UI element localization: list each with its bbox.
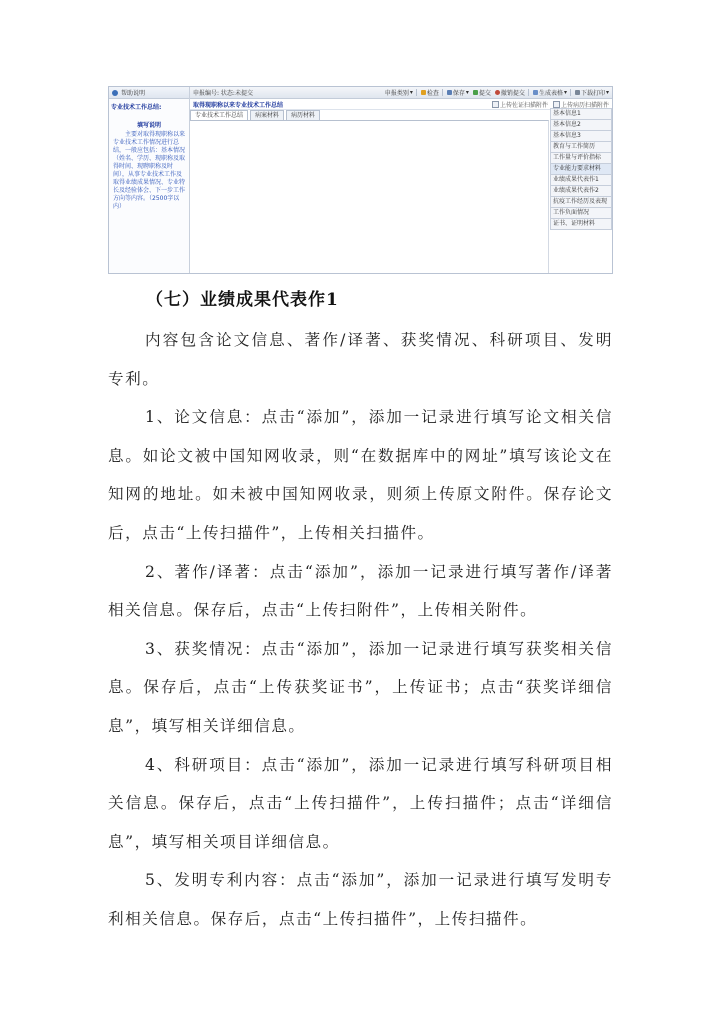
paragraph: 1、论文信息：点击“添加”，添加一记录进行填写论文相关信息。如论文被中国知网收录，则“在数据库中的网址”填写该论文在知网的地址。如未被中国知网收录，则须上传原文附件。保存论文后，点击“上传扫描件”，上传相关扫描件。	[108, 408, 613, 542]
check-button[interactable]: 检查	[421, 88, 439, 97]
help-header	[109, 87, 189, 99]
side-nav-item[interactable]: 基本信息3	[550, 131, 612, 142]
save-button[interactable]: 保存 ▾	[447, 88, 469, 97]
toolbar-divider	[416, 89, 417, 96]
side-nav-item[interactable]: 基本信息1	[550, 108, 612, 120]
side-nav	[550, 108, 612, 230]
tab-work-summary[interactable]: 专业技术工作总结	[190, 110, 248, 120]
category-button[interactable]: 申报类别 ▾	[384, 89, 413, 97]
upload-record-button[interactable]: 上传病历扫描附件	[553, 100, 609, 109]
upload-icon	[492, 101, 499, 108]
side-nav-item[interactable]: 证书、证明材料	[550, 219, 612, 230]
side-nav-item[interactable]: 业绩成果代表作2	[550, 186, 612, 197]
toolbar	[190, 87, 612, 99]
upload-icon	[553, 101, 560, 108]
declaration-status: 申报编号: 状态:未提交	[193, 90, 253, 97]
table-icon	[533, 90, 538, 95]
paragraph: 4、科研项目：点击“添加”，添加一记录进行填写科研项目相关信息。保存后，点击“上传扫描件”，上传扫描件；点击“详细信息”，填写相关项目详细信息。	[108, 755, 613, 851]
side-nav-item[interactable]: 工作量与评价指标	[550, 153, 612, 164]
side-nav-item-active[interactable]: 专业能力要求材料	[550, 164, 612, 175]
check-icon	[421, 90, 426, 95]
form-title-row	[190, 99, 612, 110]
side-nav-item[interactable]: 基本信息2	[550, 120, 612, 131]
tab-medical-record[interactable]: 病历材料	[286, 110, 320, 120]
submit-icon	[473, 90, 478, 95]
paragraph: 5、发明专利内容：点击“添加”，添加一记录进行填写发明专利相关信息。保存后，点击“上传扫描件”，上传扫描件。	[108, 871, 613, 928]
form-tabs	[190, 110, 322, 120]
help-section-title: 专业技术工作总结:	[111, 104, 162, 111]
paragraph: 3、获奖情况：点击“添加”，添加一记录进行填写获奖相关信息。保存后，点击“上传获奖证书”，上传证书；点击“获奖详细信息”，填写相关详细信息。	[108, 639, 613, 735]
help-body: 主要对取得现职称以来专业技术工作情况进行总结，一般应包括：基本情况（姓名、学历、现职称及取得时间、现聘职称及时间），从事专业技术工作及取得业绩成果情况、专业特长及经验体会、下一步工作方向等内容。（2500字以内）	[113, 131, 186, 210]
help-icon	[112, 90, 118, 96]
editor-area[interactable]	[190, 120, 549, 273]
help-title: 帮助说明	[121, 90, 146, 97]
help-panel	[109, 87, 190, 273]
submit-button[interactable]: 提交	[473, 88, 491, 97]
help-subtitle: 填写说明	[136, 122, 161, 129]
toolbar-divider	[528, 89, 529, 96]
generate-form-button[interactable]: 生成表格 ▾	[533, 88, 567, 97]
side-nav-item[interactable]: 抗疫工作经历及表现	[550, 197, 612, 208]
tab-case-material[interactable]: 病案材料	[250, 110, 284, 120]
side-nav-item[interactable]: 工作负面情况	[550, 208, 612, 219]
main-panel	[190, 87, 612, 273]
paragraph: 2、著作/译著：点击“添加”，添加一记录进行填写著作/译著相关信息。保存后，点击“上传扫附件”，上传相关附件。	[108, 562, 613, 620]
withdraw-button[interactable]: 撤销提交	[495, 88, 525, 97]
print-icon	[575, 90, 580, 95]
toolbar-divider	[442, 89, 443, 96]
save-icon	[447, 90, 452, 95]
withdraw-icon	[495, 90, 500, 95]
form-title: 取得现职称以来专业技术工作总结	[193, 101, 284, 109]
side-nav-item[interactable]: 教育与工作简历	[550, 142, 612, 153]
side-nav-item[interactable]: 业绩成果代表作1	[550, 175, 612, 186]
section-heading: （七）业绩成果代表作1	[146, 290, 339, 310]
document-body	[108, 321, 613, 939]
download-print-button[interactable]: 下载打印 ▾	[575, 88, 609, 97]
paragraph: 内容包含论文信息、著作/译著、获奖情况、科研项目、发明专利。	[108, 331, 613, 388]
upload-evidence-button[interactable]: 上传佐证扫描附件	[492, 100, 548, 109]
embedded-screenshot	[108, 86, 613, 274]
toolbar-divider	[570, 89, 571, 96]
